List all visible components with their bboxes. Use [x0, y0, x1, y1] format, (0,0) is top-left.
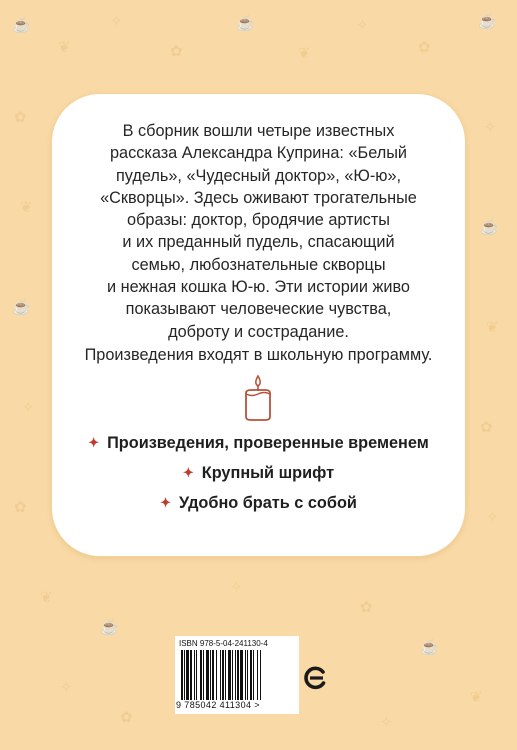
description-card	[52, 94, 465, 556]
cup-icon: ☕	[236, 15, 255, 32]
flower-icon: ✿	[14, 109, 27, 126]
barcode-bar	[216, 650, 217, 700]
barcode-bar	[210, 650, 211, 700]
description-line: «Скворцы». Здесь оживают трогательные	[100, 188, 417, 207]
description-line: семью, любознательные скворцы	[131, 255, 386, 274]
barcode-bar	[260, 650, 261, 700]
cup-icon: ☕	[12, 17, 31, 34]
barcode-bar	[247, 650, 248, 700]
four-point-star-icon: ✦	[182, 465, 194, 480]
book-description	[52, 120, 465, 343]
feature-item	[52, 432, 465, 455]
description-line: показывают человеческие чувства,	[125, 300, 392, 319]
star-icon: ✧	[484, 119, 497, 136]
star-icon: ✧	[380, 714, 393, 731]
feature-item	[52, 492, 465, 515]
star-icon: ✧	[110, 13, 123, 30]
cup-icon: ☕	[12, 299, 31, 316]
description-line: образы: доктор, бродячие артисты	[127, 211, 390, 230]
star-icon: ✧	[356, 17, 369, 34]
feature-item	[52, 462, 465, 485]
feature-label: Удобно брать с собой	[179, 494, 357, 512]
barcode-bar	[235, 650, 236, 700]
barcode-bar	[240, 650, 243, 700]
barcode-bar	[203, 650, 204, 700]
flower-icon: ✿	[480, 419, 493, 436]
barcode-number: 9 785042 411304 >	[176, 700, 260, 710]
description-line: доброту и сострадание.	[168, 322, 349, 341]
eksmo-e-logo-icon	[303, 666, 327, 690]
description-line: и нежная кошка Ю-ю. Эти истории живо	[107, 278, 410, 297]
barcode-bar	[257, 650, 258, 700]
barcode-bar	[220, 650, 221, 700]
barcode-bar	[237, 650, 239, 700]
flower-icon: ✿	[170, 43, 183, 60]
cup-icon: ☕	[100, 619, 119, 636]
feature-label: Крупный шрифт	[201, 464, 335, 482]
flower-icon: ✿	[120, 709, 133, 726]
barcode-bar	[184, 650, 185, 700]
barcode-bar	[190, 650, 192, 700]
barcode-bar	[186, 650, 189, 700]
barcode-bars	[181, 650, 293, 700]
barcode-bar	[253, 650, 254, 700]
barcode-bar	[206, 650, 209, 700]
star-icon: ✧	[60, 679, 73, 696]
description-line: В сборник вошли четыре известных	[122, 122, 395, 140]
cup-icon: ☕	[478, 13, 497, 30]
school-program-note: Произведения входят в школьную программу.	[84, 346, 433, 364]
star-icon: ✧	[486, 509, 499, 526]
leaf-icon: ❦	[20, 199, 33, 216]
leaf-icon: ❦	[470, 689, 483, 706]
barcode-bar	[196, 650, 197, 700]
barcode-bar	[200, 650, 202, 700]
barcode-bar	[245, 650, 246, 700]
barcode-bar	[250, 650, 252, 700]
barcode-bar	[194, 650, 195, 700]
leaf-icon: ❦	[298, 45, 311, 62]
leaf-icon: ❦	[40, 589, 53, 606]
star-icon: ✧	[22, 399, 35, 416]
barcode-bar	[212, 650, 214, 700]
isbn-text: ISBN 978-5-04-241130-4	[179, 639, 268, 648]
isbn-barcode	[175, 636, 299, 714]
star-icon: ✧	[230, 579, 243, 596]
four-point-star-icon: ✦	[88, 435, 100, 450]
candle-icon	[243, 374, 273, 422]
barcode-bar	[225, 650, 226, 700]
barcode-bar	[222, 650, 224, 700]
flower-icon: ✿	[418, 39, 431, 56]
four-point-star-icon: ✦	[160, 495, 171, 510]
barcode-bar	[228, 650, 231, 700]
feature-label: Произведения, проверенные временем	[107, 434, 429, 452]
cup-icon: ☕	[420, 639, 439, 656]
description-line: и их преданный пудель, спасающий	[122, 233, 395, 252]
leaf-icon: ❦	[486, 319, 499, 336]
flower-icon: ✿	[14, 499, 27, 516]
cup-icon: ☕	[480, 219, 499, 236]
barcode-bar	[232, 650, 233, 700]
description-line: рассказа Александра Куприна: «Белый	[109, 144, 408, 163]
barcode-bar	[181, 650, 183, 700]
flower-icon: ✿	[360, 599, 373, 616]
description-line: пудель», «Чудесный доктор», «Ю-ю»,	[115, 166, 402, 185]
leaf-icon: ❦	[58, 39, 71, 56]
